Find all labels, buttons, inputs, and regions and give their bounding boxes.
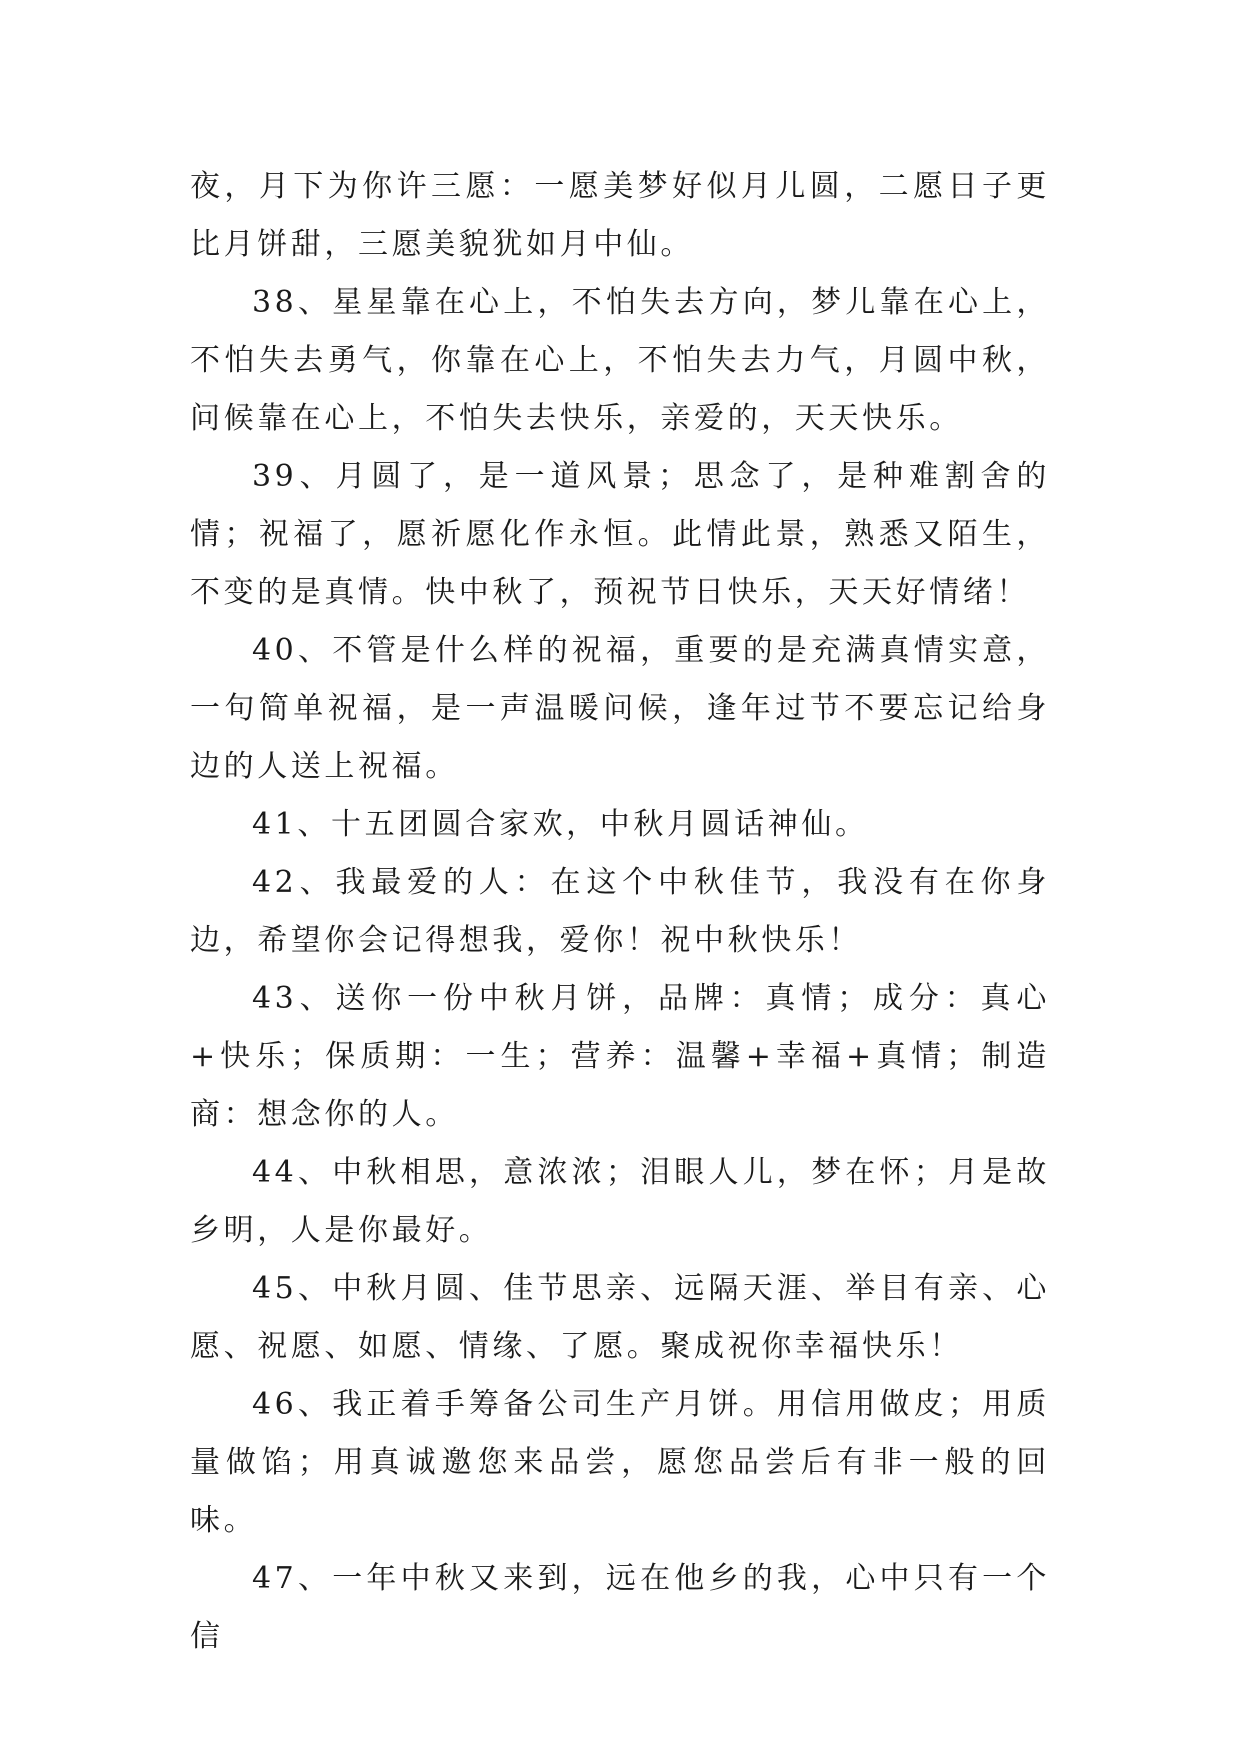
document-page [190, 158, 1050, 1666]
paragraph-41: 41、十五团圆合家欢，中秋月圆话神仙。 [252, 807, 869, 842]
paragraph-38: 38、星星靠在心上，不怕失去方向，梦儿靠在心上，不怕失去勇气，你靠在心上，不怕失去力气，月圆中秋，问候靠在心上，不怕失去快乐，亲爱的，天天快乐。 [190, 285, 1050, 436]
paragraph-39: 39、月圆了，是一道风景；思念了，是种难割舍的情；祝福了，愿祈愿化作永恒。此情此景，熟悉又陌生，不变的是真情。快中秋了，预祝节日快乐，天天好情绪！ [190, 459, 1050, 610]
paragraph-42: 42、我最爱的人：在这个中秋佳节，我没有在你身边，希望你会记得想我，爱你！祝中秋快乐！ [190, 865, 1050, 958]
paragraph-44: 44、中秋相思，意浓浓；泪眼人儿，梦在怀；月是故乡明，人是你最好。 [190, 1155, 1050, 1248]
paragraph-47: 47、一年中秋又来到，远在他乡的我，心中只有一个信 [190, 1561, 1050, 1654]
paragraph-45: 45、中秋月圆、佳节思亲、远隔天涯、举目有亲、心愿、祝愿、如愿、情缘、了愿。聚成祝你幸福快乐！ [190, 1271, 1050, 1364]
paragraph-continuation: 夜，月下为你许三愿：一愿美梦好似月儿圆，二愿日子更比月饼甜，三愿美貌犹如月中仙。 [190, 169, 1050, 262]
paragraph-40: 40、不管是什么样的祝福，重要的是充满真情实意，一句简单祝福，是一声温暖问候，逢年过节不要忘记给身边的人送上祝福。 [190, 633, 1050, 784]
paragraph-46: 46、我正着手筹备公司生产月饼。用信用做皮；用质量做馅；用真诚邀您来品尝，愿您品尝后有非一般的回味。 [190, 1387, 1050, 1538]
paragraph-43: 43、送你一份中秋月饼，品牌：真情；成分：真心+快乐；保质期：一生；营养：温馨+幸福+真情；制造商：想念你的人。 [190, 981, 1050, 1132]
